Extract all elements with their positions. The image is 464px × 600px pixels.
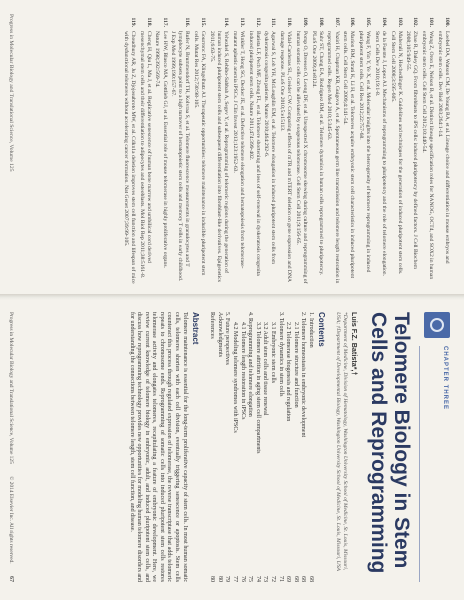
toc-entry [306,312,314,582]
reference-item [325,14,339,284]
reference-text: Cheng H, Qiu L, Ma J, et al. Replicative senescence of human bone marrow and umbilical cord derived mesenchymal stem cells and their differentiation to adipocytes and osteoblasts. Mol Biol Rep 2011;38:5161-8. [138,31,152,279]
reference-number: 109. [301,17,308,27]
toc-entry [276,312,284,582]
reference-text: Suhr ST, Chang EA, Rodriguez RM, et al. Telomere dynamics in human cells reprogrammed to pluripotency. PLoS One 2009;4:e8124. [310,31,324,276]
reference-number: 104. [380,17,387,27]
reference-item [208,14,229,284]
toc-entry-label: 3.2 Adult stem cells and tissue renewal [262,322,269,416]
reference-text: Gourronc FA, Klingelhutz AJ. Therapeutic opportunities: telomere maintenance in inducible pluripotent stem cells. Mutat Res 2012;730:98-105. [193,31,207,276]
toc-entry [261,312,269,582]
toc-entry [291,312,299,582]
reference-number: 111. [270,17,277,27]
reference-text: Zhao R, Daley GQ. From fibroblasts to iPS cells: induced pluripotency by defined factors. J Cell Biochem 2008;105:949-55. [405,31,419,270]
reference-number: 117. [161,17,168,27]
toc-entry-page: 79 [224,576,231,582]
reference-text: de la Fuente J, Lopez AJ. Mechanisms of reprogramming to pluripotency and the role of telomere elongation. Stem Cells Dev 2010;19:1-8. [373,31,387,276]
chapter-label: CHAPTER THREE [442,346,448,411]
toc-entry-page: 73 [262,576,269,582]
toc-entry-page: 80 [216,576,223,582]
left-page-footer: Progress in Molecular Biology and Translational Science, Volume 125 [8,14,14,172]
toc-entry-label: 4.1 Telomere length restoration in iPSCs [239,322,246,420]
page-number: 67 [8,576,14,582]
reference-text: Rufer N, Brummendorf TH, Kolvraa S, et al. Telomere fluorescence measurements in granulocytes and T lymphocyte subsets point to a high turnover of hematopoietic stem cells and memory T cells in early childhood. J Exp Med 1999;190:157-67. [170,31,191,282]
reference-text: Batista LF, Pech MF, Zhong FL, et al. Telomere shortening and loss of self-renewal in dyskeratosis congenita induced pluripotent stem cells. Nature 2011;474:399-402. [247,31,261,276]
toc-entry-label: Acknowledgments [216,312,223,357]
contents-heading: Contents [317,312,326,347]
reference-text: Vidal-Cardenas SL, Greider CW. Comparing effects of mTR and mTERT deletion on gene expression and DNA damage response. PLoS One 2010;5:e15113. [279,31,293,282]
right-page-footer [8,312,14,582]
reference-item [138,14,152,284]
reference-item [153,14,167,284]
toc-entry-label: 1. Introduction [308,312,314,348]
toc-entry-label: 3. Telomere dynamics in stem cells [277,312,284,397]
reference-text: Choudhury AR, Ju Z, Djojosubroto MW, et al. Cdkn1a deletion improves stem cell function and lifespan of mice with dysfunctional telomeres without accelerating cancer formation. Nat Genet 2007;39:99-105. [122,31,136,284]
reference-item [169,14,190,284]
reference-number: 113. [238,17,245,27]
header-rule [419,346,420,582]
reference-number: 118. [145,17,152,27]
reference-text: Marion RM, Strati K, Li H, et al. Telomeres acquire embryonic stem cell characteristics in induced pluripotent stem cells. Cell Stem Cell 2009;4:141-54. [342,31,356,279]
chapter-title: Telomere Biology in Stem Cells and Reprogramming [367,312,413,574]
author-affiliation: *Department of Medicine, Division of Hematology, Washington University School of Medicine, St. Louis, Missouri, USA; †Department of Developmental Biology, Washington University School of Medicine, St. Louis, Missouri, USA [335,312,348,571]
toc-entry [299,312,307,582]
reference-text: Wang F, Yin Y, Ye X, et al. Molecular insights into the heterogeneity of telomere reprogramming in induced pluripotent stem cells. Cell Res 2012;22:757-68. [358,31,372,273]
reference-text: Loebel DA, Watson CM, De Young RA, et al. Lineage choice and differentiation in mouse embryos and embryonic stem cells. Dev Biol 2003;264:1-14. [436,31,450,264]
reference-number: 112. [254,17,261,27]
toc-entry-page: 75 [247,576,254,582]
reference-text: Lee HW, Blasco MA, Gottlieb GJ, et al. Essential role of mouse telomerase in highly proliferative organs. Nature 1998;392:569-74. [154,31,168,268]
toc-entry [246,312,254,582]
reference-text: Yehezkel S, Rebibo-Sabbah A, Segev Y, et al. Reprogramming of telomeric regions during the generation of human induced pluripotent stem cells and subsequent differentiation into fibroblast-like derivatives. Epigenetics 2011;6:63-75. [208,31,230,282]
toc-entry-label: 2.2 Telomerase biogenesis and regulation [285,322,292,422]
chapter-header [424,312,450,582]
toc-entry-page: 69 [285,576,292,582]
chapter-opener [10,312,450,582]
reference-number: 116. [184,17,191,27]
chapter-badge-icon [424,312,450,338]
footer-journal: Progress in Molecular Biology and Translational Science, Volume 125 [8,312,14,464]
toc-entry-label: References [209,312,216,339]
toc-entry-label: 3.1 Embryonic stem cells [270,322,277,383]
reference-item [122,14,136,284]
reference-number: 101. [428,17,435,27]
toc-entry [268,312,276,582]
reference-number: 100. [444,17,450,27]
toc-entry-page: 74 [254,576,261,582]
toc-entry-page: 76 [239,576,246,582]
reference-number: 103. [396,17,403,27]
toc-entry-label: 2.1 Telomere structure and function [292,322,299,408]
chapter-authors: Luis F.Z. Batista*,† [350,312,359,376]
abstract-text: Telomere maintenance is essential for the long-term proliferative capacity of stem cells. In most human somatic cells, telomeres shorten with each cell division, eventually triggering senescence or apoptosis. Stem cells counteract this process through regulated expression of telomerase, the reverse transcriptase that adds telomeric repeats to chromosome ends. Reprogramming of somatic cells into induced pluripotent stem cells restores telomerase activity and elongates telomeres, recapitulating a feature of embryonic development. Here, we review current knowledge of telomere biology in embryonic, adult, and induced pluripotent stem cells, and discuss how reprogramming technology provides new opportunities for modeling human telomere disorders and for understanding the connections between telomere length, stem cell function, and disease. [128,312,188,582]
reference-number: 110. [286,17,293,27]
reference-number: 107. [333,17,340,27]
toc-entry-page: 71 [277,576,284,582]
reference-text: Winkler T, Hong SG, Decker JE, et al. Defective telomere elongation and hematopoiesis from telomerase-mutant aplastic anemia iPSCs. J Clin Invest 2013;123:1952-63. [231,31,245,269]
reference-text: Wang Z, Oron E, Nelson B, et al. Distinct lineage specification roles for NANOG, OCT4, and SOX2 in human embryonic stem cells. Cell Stem Cell 2012;10:440-54. [421,31,435,280]
reference-item [246,14,260,284]
toc-entry-page: 72 [270,576,277,582]
toc-entry-page: 68 [300,576,307,582]
toc-entry-page: 68 [292,576,299,582]
toc-entry [223,312,231,582]
reference-number: 114. [223,17,230,27]
reference-item [278,14,292,284]
reference-text: Pomp O, Dreesen O, Leong DF, et al. Unexpected X chromosome skewing during culture and reprogramming of human somatic cells can be alleviated by exogenous telomerase. Cell Stem Cell 2011;9:156-65. [294,31,308,284]
toc-entry-label: 2. Telomere homeostasis in embryonic development [300,312,307,438]
reference-item [420,14,434,284]
reference-item [388,14,402,284]
reference-number: 108. [317,17,324,27]
toc-entry [253,312,261,582]
reference-number: 119. [129,17,136,27]
table-of-contents [208,312,314,582]
reference-text: Maherali N, Hochedlinger K. Guidelines and techniques for the generation of induced pluripotent stem cells. Cell Stem Cell 2008;3:595-605. [389,31,403,275]
reference-number: 115. [200,17,207,27]
abstract-heading: Abstract [190,312,200,345]
reference-item [341,14,355,284]
toc-entry [215,312,223,582]
reference-text: Agarwal S, Loh YH, McLoughlin EM, et al. Telomere elongation in induced pluripotent stem cells from dyskeratosis congenita patients. Nature 2010;464:292-6. [263,31,277,265]
reference-item [294,14,308,284]
reference-list [14,14,450,284]
reference-item [357,14,371,284]
reference-item [262,14,276,284]
reference-item [373,14,387,284]
reference-item [436,14,450,284]
toc-entry [284,312,292,582]
toc-entry-page: 68 [308,576,314,582]
toc-entry-label: 3.3 Telomere attrition in aging stem cell compartments [254,322,261,454]
reference-number: 102. [412,17,419,27]
reference-item [310,14,324,284]
toc-entry-label: 4. Reprogramming and telomere elongation [247,312,254,417]
toc-entry [208,312,216,582]
reference-text: Vaziri H, Chapman KB, Guigova A, et al. Spontaneous germ line transmission and telomere length restoration in reprogrammed cells. Regen Med 2010;5:345-63. [326,31,340,284]
toc-entry-label: 5. Future perspectives [224,312,231,365]
reference-item [404,14,418,284]
reference-item [192,14,206,284]
book-gutter [0,294,464,300]
toc-entry-page: 80 [209,576,216,582]
toc-entry [238,312,246,582]
reference-item [231,14,245,284]
toc-entry-label: 4.2 Modeling telomere syndromes with iPSCs [232,322,239,433]
reference-number: 105. [365,17,372,27]
reference-number: 106. [349,17,356,27]
toc-entry-page: 77 [232,576,239,582]
toc-entry [230,312,238,582]
footer-copyright: © 2014 Elsevier Inc. All rights reserved. [8,476,14,564]
